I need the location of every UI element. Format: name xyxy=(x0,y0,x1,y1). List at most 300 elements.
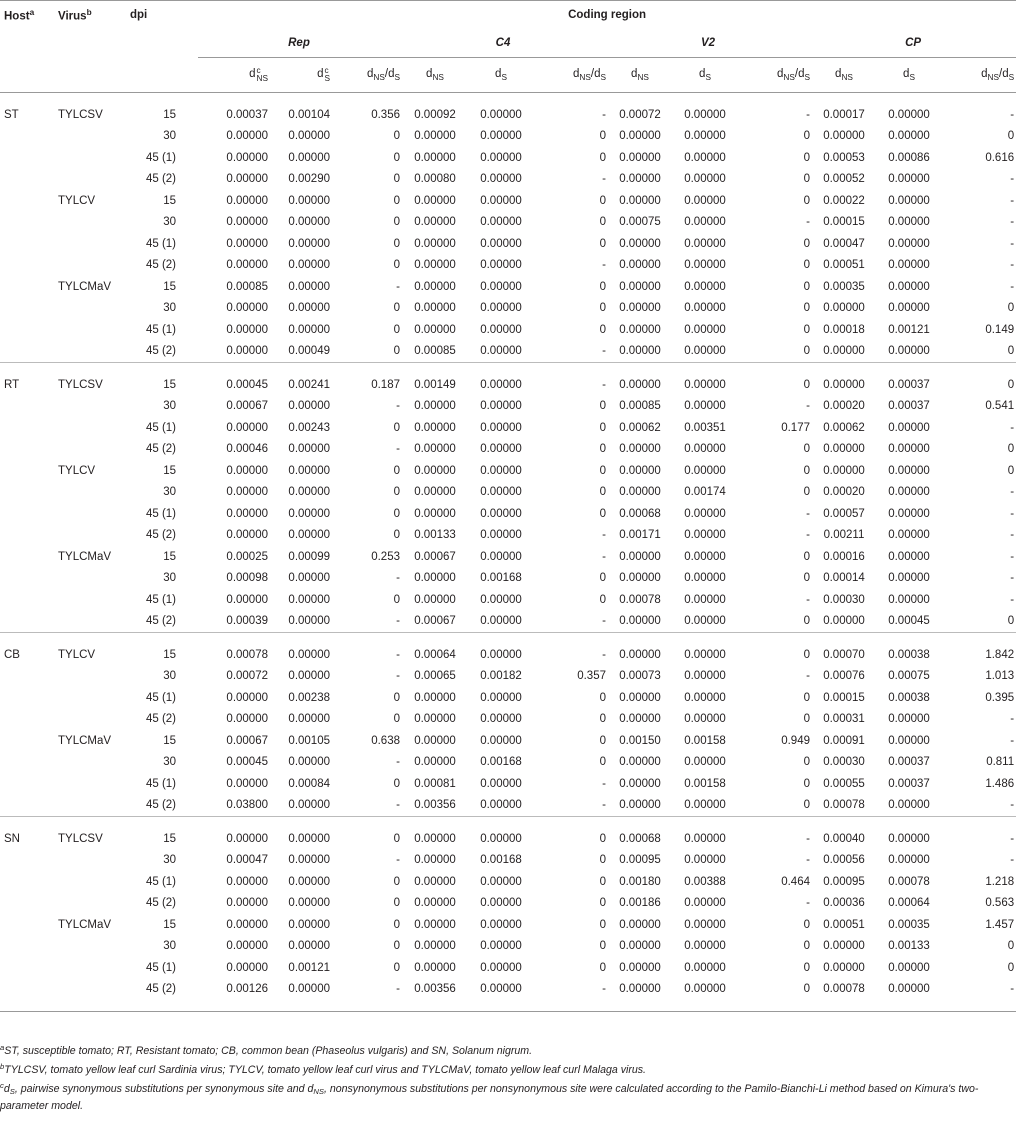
value-cell: 0.00000 xyxy=(288,130,330,143)
value-cell: 0.00037 xyxy=(888,378,930,391)
value-cell: 0.00000 xyxy=(888,443,930,456)
footnote-a: $^a$ST, susceptible tomato; RT, Resistant tomato; CB, common bean (Phaseolus vulgaris) and SN, Solanum nigrum. xyxy=(0,1043,533,1057)
table-end xyxy=(0,1000,1016,1012)
value-cell: 0.00000 xyxy=(684,216,726,229)
value-cell: - xyxy=(602,345,606,358)
value-cell: 0.00000 xyxy=(888,216,930,229)
dpi-cell: 15 xyxy=(163,194,176,207)
value-cell: 0 xyxy=(803,486,810,499)
virus-cell xyxy=(58,147,122,169)
value-cell: 0.00000 xyxy=(684,237,726,250)
value-cell: - xyxy=(1010,507,1015,520)
region-rep-header: Rep xyxy=(198,29,400,58)
value-cell: 0 xyxy=(599,572,606,585)
value-cell: 0 xyxy=(803,983,810,996)
host-cell xyxy=(0,546,58,568)
value-cell: 0.00000 xyxy=(619,777,661,790)
value-cell: 0.00000 xyxy=(288,593,330,606)
value-cell: 0.00064 xyxy=(888,897,930,910)
dpi-cell: 15 xyxy=(163,832,176,845)
value-cell: - xyxy=(1010,216,1015,229)
value-cell: 0.00017 xyxy=(823,108,865,121)
dpi-cell: 45 (1) xyxy=(145,507,176,520)
value-cell: 0.00035 xyxy=(823,280,865,293)
value-cell: 0.00000 xyxy=(888,983,930,996)
value-cell: 0 xyxy=(803,940,810,953)
value-cell: 0.00000 xyxy=(480,918,522,931)
value-cell: 0 xyxy=(1007,961,1015,974)
value-cell: 0 xyxy=(393,421,400,434)
value-cell: 0.00080 xyxy=(414,173,456,186)
dpi-cell: 45 (1) xyxy=(145,961,176,974)
value-cell: - xyxy=(602,615,606,628)
value-cell: 0.00000 xyxy=(414,756,456,769)
value-cell: 0.00037 xyxy=(226,108,268,121)
dpi-cell: 45 (2) xyxy=(145,983,176,996)
value-cell: 0.00000 xyxy=(823,615,865,628)
value-cell: 0.00000 xyxy=(288,400,330,413)
value-cell: 0.00000 xyxy=(480,108,522,121)
virus-cell xyxy=(58,169,122,191)
table-row xyxy=(0,298,1016,320)
host-cell xyxy=(0,396,58,418)
value-cell: 0.00000 xyxy=(619,983,661,996)
host-cell xyxy=(0,752,58,774)
value-cell: 0.00000 xyxy=(684,713,726,726)
value-cell: 0 xyxy=(803,378,810,391)
value-cell: 0 xyxy=(393,237,400,250)
value-cell: 0.00000 xyxy=(480,507,522,520)
value-cell: 0 xyxy=(393,130,400,143)
value-cell: 0.00000 xyxy=(684,691,726,704)
virus-cell xyxy=(58,979,122,1001)
host-cell xyxy=(0,482,58,504)
value-cell: 0.00000 xyxy=(619,378,661,391)
value-cell: 0.00000 xyxy=(684,897,726,910)
value-cell: 0.00000 xyxy=(619,648,661,661)
host-cell xyxy=(0,773,58,795)
dpi-cell: 45 (2) xyxy=(145,259,176,272)
value-cell: 0.00000 xyxy=(619,799,661,812)
value-cell: 0.00000 xyxy=(684,302,726,315)
virus-cell: TYLCMaV xyxy=(58,734,112,747)
table-row xyxy=(0,503,1016,525)
value-cell: 0.00000 xyxy=(684,615,726,628)
value-cell: 0.03800 xyxy=(226,799,268,812)
value-cell: 0.00000 xyxy=(414,464,456,477)
value-cell: - xyxy=(602,378,606,391)
header-row-1 xyxy=(0,1,1016,30)
cp-dns-header: $d_{NS}$ xyxy=(835,68,853,82)
value-cell: 1.218 xyxy=(985,875,1015,888)
value-cell: 0.00000 xyxy=(288,237,330,250)
value-cell: 0 xyxy=(803,918,810,931)
value-cell: 0 xyxy=(803,572,810,585)
value-cell: 0.00000 xyxy=(480,130,522,143)
dpi-cell: 15 xyxy=(163,280,176,293)
dpi-cell: 30 xyxy=(163,670,176,683)
value-cell: 0.00000 xyxy=(684,550,726,563)
virus-cell xyxy=(58,319,122,341)
value-cell: 0 xyxy=(393,529,400,542)
value-cell: 0.00000 xyxy=(888,734,930,747)
value-cell: 0 xyxy=(803,237,810,250)
host-cell xyxy=(0,936,58,958)
value-cell: 0.00000 xyxy=(288,897,330,910)
value-cell: 0.00000 xyxy=(684,940,726,953)
value-cell: - xyxy=(602,529,606,542)
value-cell: 0.00000 xyxy=(684,670,726,683)
value-cell: 1.842 xyxy=(985,648,1015,661)
value-cell: 0.00000 xyxy=(888,832,930,845)
value-cell: 0.00000 xyxy=(823,443,865,456)
virus-cell xyxy=(58,936,122,958)
value-cell: 0.00243 xyxy=(288,421,330,434)
value-cell: 0.00000 xyxy=(480,961,522,974)
dpi-cell: 45 (2) xyxy=(145,615,176,628)
value-cell: 0.00095 xyxy=(619,854,661,867)
value-cell: - xyxy=(806,832,810,845)
dpi-cell: 15 xyxy=(163,918,176,931)
value-cell: 0.00000 xyxy=(684,194,726,207)
dpi-cell: 30 xyxy=(163,216,176,229)
dpi-cell: 15 xyxy=(163,550,176,563)
value-cell: 0 xyxy=(1007,130,1015,143)
value-cell: 0.00064 xyxy=(414,648,456,661)
v2-ratio-header: $d_{NS}/d_S$ xyxy=(776,68,810,82)
host-cell xyxy=(0,276,58,298)
virus-cell: TYLCMaV xyxy=(58,918,112,931)
table-row xyxy=(0,190,1016,212)
value-cell: 0.00000 xyxy=(414,130,456,143)
value-cell: 0.00000 xyxy=(288,464,330,477)
virus-cell xyxy=(58,871,122,893)
virus-cell xyxy=(58,850,122,872)
value-cell: 0.00000 xyxy=(288,940,330,953)
value-cell: 0.00158 xyxy=(684,777,726,790)
value-cell: 0.00000 xyxy=(480,897,522,910)
value-cell: 0.00067 xyxy=(226,400,268,413)
value-cell: 0.00072 xyxy=(226,670,268,683)
value-cell: 0.00067 xyxy=(414,550,456,563)
table-row xyxy=(0,439,1016,461)
value-cell: 0 xyxy=(599,421,606,434)
value-cell: 0.00056 xyxy=(823,854,865,867)
value-cell: 0.00000 xyxy=(480,550,522,563)
value-cell: 0.00000 xyxy=(684,400,726,413)
dpi-cell: 15 xyxy=(163,648,176,661)
value-cell: 0.00000 xyxy=(684,593,726,606)
group-separator xyxy=(0,633,1016,645)
table-row xyxy=(0,795,1016,817)
value-cell: 0 xyxy=(803,302,810,315)
table-row xyxy=(0,568,1016,590)
value-cell: 0.00045 xyxy=(888,615,930,628)
virus-cell xyxy=(58,893,122,915)
dpi-cell: 45 (1) xyxy=(145,777,176,790)
value-cell: 0.00171 xyxy=(619,529,661,542)
host-cell xyxy=(0,319,58,341)
virus-cell xyxy=(58,525,122,547)
value-cell: 0 xyxy=(599,961,606,974)
value-cell: 0 xyxy=(393,173,400,186)
value-cell: 0.00000 xyxy=(414,897,456,910)
value-cell: 0.00000 xyxy=(480,378,522,391)
dpi-cell: 45 (1) xyxy=(145,323,176,336)
host-cell xyxy=(0,957,58,979)
value-cell: 0 xyxy=(599,400,606,413)
value-cell: 0.00000 xyxy=(480,237,522,250)
dpi-cell: 45 (2) xyxy=(145,529,176,542)
value-cell: 0 xyxy=(803,464,810,477)
value-cell: 0 xyxy=(599,237,606,250)
value-cell: 0.00000 xyxy=(480,615,522,628)
value-cell: 0.00000 xyxy=(288,443,330,456)
virus-cell xyxy=(58,709,122,731)
value-cell: 0.00000 xyxy=(414,400,456,413)
footnotes xyxy=(0,1040,1010,1114)
value-cell: 0.00000 xyxy=(414,832,456,845)
virus-cell: TYLCSV xyxy=(58,108,103,121)
value-cell: 0.00000 xyxy=(684,854,726,867)
value-cell: - xyxy=(1010,550,1015,563)
value-cell: 0.00000 xyxy=(226,691,268,704)
value-cell: 0.00182 xyxy=(480,670,522,683)
value-cell: 0.00068 xyxy=(619,832,661,845)
value-cell: 0.00055 xyxy=(823,777,865,790)
host-cell: CB xyxy=(4,648,20,661)
value-cell: 0.00000 xyxy=(226,464,268,477)
value-cell: 0.00000 xyxy=(684,345,726,358)
value-cell: 0.00000 xyxy=(823,345,865,358)
value-cell: 0.00067 xyxy=(414,615,456,628)
value-cell: 0.00031 xyxy=(823,713,865,726)
c4-dns-header: $d_{NS}$ xyxy=(426,68,444,82)
value-cell: 0.00356 xyxy=(414,799,456,812)
value-cell: 0 xyxy=(393,940,400,953)
value-cell: 0.00000 xyxy=(226,194,268,207)
table-row xyxy=(0,396,1016,418)
dpi-cell: 45 (1) xyxy=(145,691,176,704)
value-cell: 0.00051 xyxy=(823,918,865,931)
value-cell: 0.00037 xyxy=(888,400,930,413)
value-cell: 0.00000 xyxy=(414,421,456,434)
value-cell: 0.949 xyxy=(781,734,810,747)
dpi-cell: 15 xyxy=(163,464,176,477)
group-spacer xyxy=(0,93,1016,105)
value-cell: - xyxy=(806,670,810,683)
value-cell: 0 xyxy=(803,799,810,812)
value-cell: - xyxy=(806,529,810,542)
virus-cell: TYLCSV xyxy=(58,832,103,845)
value-cell: 0 xyxy=(393,323,400,336)
value-cell: 0 xyxy=(803,615,810,628)
value-cell: 0.00000 xyxy=(480,280,522,293)
value-cell: 0.00037 xyxy=(888,777,930,790)
value-cell: 0 xyxy=(599,464,606,477)
value-cell: 0.00238 xyxy=(288,691,330,704)
value-cell: 0 xyxy=(599,507,606,520)
region-cp-header: CP xyxy=(810,29,1016,58)
value-cell: - xyxy=(396,854,400,867)
value-cell: 0.00000 xyxy=(619,615,661,628)
value-cell: 0.00000 xyxy=(414,940,456,953)
value-cell: 0 xyxy=(599,854,606,867)
table-row xyxy=(0,611,1016,633)
value-cell: 0.00388 xyxy=(684,875,726,888)
value-cell: 0.00000 xyxy=(684,151,726,164)
value-cell: 0.00000 xyxy=(480,529,522,542)
value-cell: 0.00000 xyxy=(414,259,456,272)
value-cell: 0.00000 xyxy=(619,940,661,953)
host-cell xyxy=(0,589,58,611)
value-cell: 0.00000 xyxy=(226,777,268,790)
table-row xyxy=(0,104,1016,126)
value-cell: 0.00000 xyxy=(414,572,456,585)
value-cell: 0.00000 xyxy=(288,507,330,520)
value-cell: 0.563 xyxy=(985,897,1015,910)
value-cell: 0.00000 xyxy=(684,983,726,996)
value-cell: 0.00086 xyxy=(888,151,930,164)
value-cell: 0 xyxy=(599,918,606,931)
value-cell: 0.00085 xyxy=(226,280,268,293)
value-cell: 0.00174 xyxy=(684,486,726,499)
value-cell: 0.00000 xyxy=(288,529,330,542)
value-cell: - xyxy=(396,572,400,585)
table-row xyxy=(0,233,1016,255)
table-row xyxy=(0,957,1016,979)
value-cell: 0.00000 xyxy=(288,799,330,812)
host-cell xyxy=(0,795,58,817)
value-cell: 0.00000 xyxy=(888,550,930,563)
value-cell: 0.00037 xyxy=(888,756,930,769)
host-cell xyxy=(0,850,58,872)
value-cell: 0 xyxy=(599,302,606,315)
value-cell: 0.00047 xyxy=(823,237,865,250)
value-cell: 0 xyxy=(599,756,606,769)
value-cell: 0.00038 xyxy=(888,648,930,661)
value-cell: 0.00000 xyxy=(414,875,456,888)
table-row xyxy=(0,709,1016,731)
value-cell: 0.00000 xyxy=(480,400,522,413)
value-cell: 0.00000 xyxy=(288,280,330,293)
dpi-cell: 45 (1) xyxy=(145,593,176,606)
value-cell: 0.00351 xyxy=(684,421,726,434)
value-cell: 0.00000 xyxy=(226,875,268,888)
header-row-3 xyxy=(0,58,1016,93)
value-cell: 0.00000 xyxy=(226,237,268,250)
value-cell: 0.00000 xyxy=(480,443,522,456)
value-cell: 0.00073 xyxy=(619,670,661,683)
value-cell: 0 xyxy=(393,345,400,358)
virus-cell xyxy=(58,589,122,611)
value-cell: 0.00000 xyxy=(619,464,661,477)
value-cell: 0.00062 xyxy=(823,421,865,434)
value-cell: 0.00000 xyxy=(480,777,522,790)
value-cell: 0.00014 xyxy=(823,572,865,585)
value-cell: 0.00211 xyxy=(823,529,865,542)
host-cell xyxy=(0,190,58,212)
virus-cell: TYLCV xyxy=(58,648,96,661)
value-cell: 0.00075 xyxy=(888,670,930,683)
table-row xyxy=(0,730,1016,752)
value-cell: 0.00000 xyxy=(619,130,661,143)
table-row xyxy=(0,589,1016,611)
value-cell: 0.00000 xyxy=(888,345,930,358)
value-cell: 0.00000 xyxy=(888,486,930,499)
rep-ds-header: d c S xyxy=(317,66,330,83)
virus-cell xyxy=(58,396,122,418)
value-cell: - xyxy=(396,756,400,769)
value-cell: 0 xyxy=(599,130,606,143)
value-cell: - xyxy=(806,507,810,520)
value-cell: 0 xyxy=(393,897,400,910)
dpi-cell: 45 (1) xyxy=(145,421,176,434)
dpi-cell: 30 xyxy=(163,302,176,315)
value-cell: 0.00045 xyxy=(226,756,268,769)
value-cell: 0.00000 xyxy=(288,615,330,628)
value-cell: 0.00075 xyxy=(619,216,661,229)
value-cell: 0.00186 xyxy=(619,897,661,910)
value-cell: 0 xyxy=(599,486,606,499)
dpi-cell: 30 xyxy=(163,486,176,499)
value-cell: 0.00133 xyxy=(414,529,456,542)
value-cell: 0 xyxy=(1007,345,1015,358)
value-cell: 0 xyxy=(803,550,810,563)
value-cell: 0.00000 xyxy=(684,507,726,520)
value-cell: 0.00000 xyxy=(288,151,330,164)
host-cell xyxy=(0,255,58,277)
value-cell: 0 xyxy=(803,777,810,790)
value-cell: 0.00000 xyxy=(226,216,268,229)
value-cell: 0.00000 xyxy=(226,918,268,931)
value-cell: - xyxy=(1010,194,1015,207)
value-cell: 0 xyxy=(803,173,810,186)
value-cell: 0.00000 xyxy=(480,345,522,358)
value-cell: 0 xyxy=(599,691,606,704)
value-cell: 0.00149 xyxy=(414,378,456,391)
value-cell: 0.00000 xyxy=(888,799,930,812)
value-cell: 0.00030 xyxy=(823,593,865,606)
table-row xyxy=(0,644,1016,666)
value-cell: 0.00049 xyxy=(288,345,330,358)
value-cell: 0.357 xyxy=(577,670,606,683)
cp-ds-header: $d_S$ xyxy=(903,68,915,82)
host-cell xyxy=(0,212,58,234)
value-cell: 0 xyxy=(393,832,400,845)
value-cell: 0.00121 xyxy=(288,961,330,974)
virus-cell xyxy=(58,298,122,320)
table-row xyxy=(0,936,1016,958)
value-cell: 0.00000 xyxy=(823,378,865,391)
value-cell: 0 xyxy=(803,756,810,769)
dpi-cell: 45 (1) xyxy=(145,875,176,888)
value-cell: 0.00168 xyxy=(480,756,522,769)
virus-cell xyxy=(58,795,122,817)
table-body xyxy=(0,93,1016,1012)
value-cell: 0 xyxy=(599,194,606,207)
value-cell: - xyxy=(1010,259,1015,272)
table-row xyxy=(0,525,1016,547)
value-cell: 0.00000 xyxy=(414,280,456,293)
value-cell: 0.00000 xyxy=(684,529,726,542)
value-cell: 0.00000 xyxy=(288,572,330,585)
table-row xyxy=(0,752,1016,774)
host-cell xyxy=(0,439,58,461)
value-cell: - xyxy=(602,648,606,661)
value-cell: - xyxy=(1010,832,1015,845)
table-row xyxy=(0,255,1016,277)
